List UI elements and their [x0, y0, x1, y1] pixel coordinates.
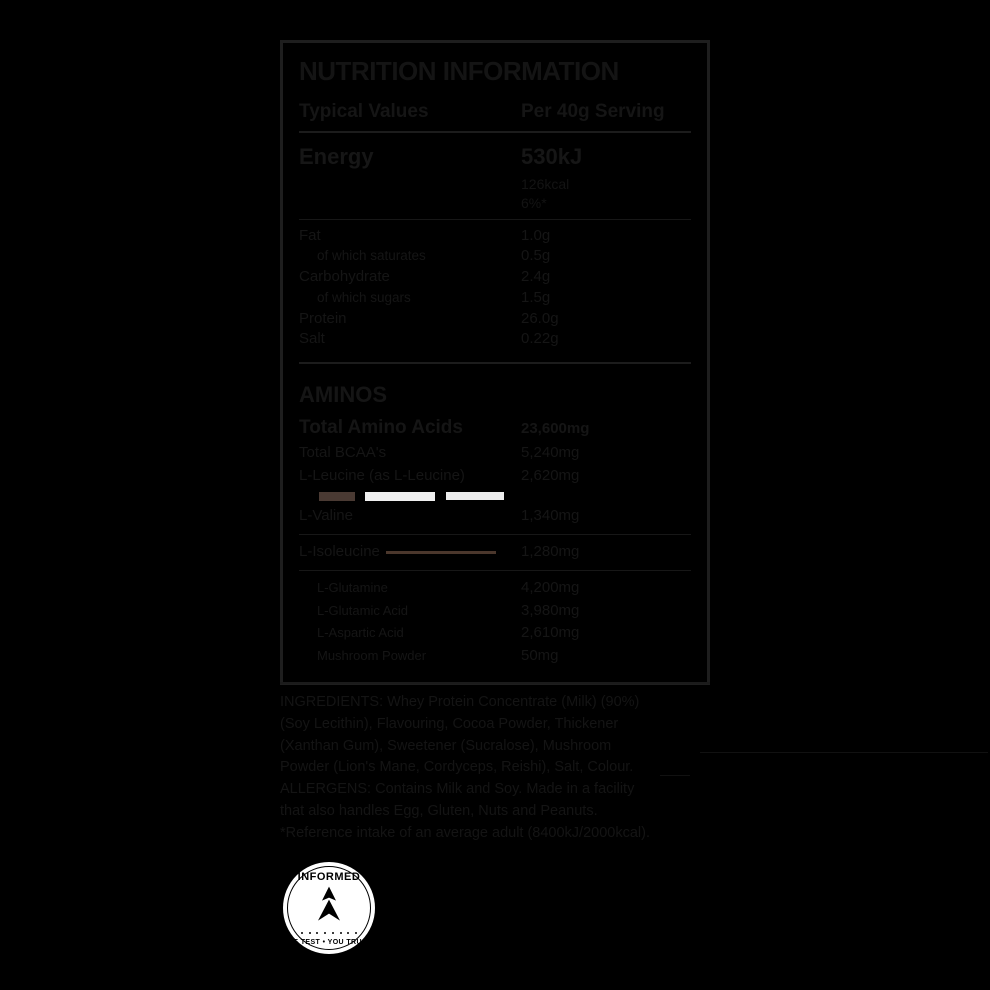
panel-title: NUTRITION INFORMATION [299, 56, 619, 86]
nutrient-value-fat: 1.0g [521, 226, 551, 244]
nutrient-label-protein: Protein [299, 309, 347, 327]
energy-sub-row-1 [299, 175, 691, 194]
energy-label: Energy [299, 144, 374, 170]
divider [299, 362, 691, 364]
amino-label-glutamine: L-Glutamine [317, 579, 388, 595]
nutrient-label-sugars: of which sugars [317, 289, 411, 305]
amino-row [299, 541, 691, 564]
divider [700, 752, 988, 753]
ingredients-block [280, 682, 710, 844]
amino-value-isoleucine: 1,280mg [521, 543, 580, 561]
nutrient-value-saturates: 0.5g [521, 247, 551, 265]
energy-dv: 6%* [521, 194, 547, 211]
allergens-line-2: that also handles Egg, Gluten, Nuts and Peanuts. [280, 802, 598, 819]
allergens-line: ALLERGENS: Contains Milk and Soy. Made in a facility [280, 781, 635, 797]
amino-label-glutamic-acid: L-Glutamic Acid [317, 602, 409, 618]
energy-value: 530kJ [521, 144, 583, 170]
amino-label-aspartic-acid: L-Aspartic Acid [317, 625, 404, 641]
nutrient-label-carbohydrate: Carbohydrate [299, 268, 390, 286]
nutrient-label-fat: Fat [299, 226, 321, 244]
nutrient-row [299, 329, 691, 350]
table-header-row [299, 100, 691, 132]
header-typical-values: Typical Values [299, 100, 429, 122]
nutrient-value-salt: 0.22g [521, 330, 559, 348]
amino-row [299, 645, 691, 672]
amino-value-glutamic-acid: 3,980mg [521, 601, 580, 619]
badge-top-label: INFORMED [297, 871, 361, 883]
nutrient-row [299, 246, 691, 267]
nutrient-label-salt: Salt [299, 330, 325, 348]
nutrient-row [299, 288, 691, 309]
amino-row [299, 577, 691, 600]
amino-row [299, 442, 691, 465]
nutrient-value-protein: 26.0g [521, 309, 559, 327]
ingredients-line: INGREDIENTS: Whey Protein Concentrate (Milk) (90%) [280, 694, 640, 710]
amino-row [299, 465, 691, 488]
divider [299, 534, 691, 535]
nutrition-panel [280, 40, 710, 685]
nutrient-row [299, 309, 691, 330]
amino-value-aspartic-acid: 2,610mg [521, 624, 580, 642]
energy-kcal: 126kcal [521, 175, 570, 192]
divider [660, 775, 690, 776]
smudge-marks [299, 487, 691, 505]
ingredients-line: (Xanthan Gum), Sweetener (Sucralose), Mushroom [280, 737, 612, 754]
informed-sport-badge [283, 862, 375, 954]
amino-row [299, 505, 691, 528]
amino-row [299, 622, 691, 645]
highlight-smudge [319, 492, 355, 501]
amino-value-total: 23,600mg [521, 420, 590, 438]
amino-value-mushroom-powder: 50mg [521, 647, 559, 665]
highlight-smudge [446, 492, 504, 500]
energy-sub-row-2 [299, 194, 691, 213]
highlight-smudge [365, 492, 435, 501]
nutrient-label-saturates: of which saturates [317, 248, 426, 264]
divider [299, 131, 691, 133]
nutrient-row [299, 267, 691, 288]
energy-row [299, 141, 691, 175]
informed-sport-logo-icon [306, 885, 352, 930]
aminos-section-title: AMINOS [299, 382, 387, 408]
badge-dots [301, 932, 357, 934]
amino-label-isoleucine: L-Isoleucine [299, 543, 521, 562]
nutrient-value-sugars: 1.5g [521, 288, 551, 306]
nutrient-value-carbohydrate: 2.4g [521, 268, 551, 286]
amino-label-valine: L-Valine [299, 507, 353, 525]
amino-value-leucine: 2,620mg [521, 466, 580, 484]
divider [299, 219, 691, 220]
amino-label-total: Total Amino Acids [299, 417, 463, 439]
highlight-smudge [386, 551, 496, 554]
amino-value-glutamine: 4,200mg [521, 578, 580, 596]
amino-row [299, 414, 691, 442]
amino-row [299, 600, 691, 623]
header-per-serving: Per 40g Serving [521, 100, 665, 122]
amino-label-mushroom-powder: Mushroom Powder [317, 648, 427, 664]
amino-label-bcaa: Total BCAA's [299, 443, 387, 461]
ingredients-line: Powder (Lion's Mane, Cordyceps, Reishi), Salt, Colour. [280, 759, 634, 776]
amino-value-valine: 1,340mg [521, 507, 580, 525]
amino-label-leucine: L-Leucine (as L-Leucine) [299, 466, 465, 484]
amino-value-bcaa: 5,240mg [521, 443, 580, 461]
badge-bottom-label: WE TEST • YOU TRUST [286, 939, 372, 946]
divider [299, 570, 691, 571]
nutrient-row [299, 226, 691, 247]
ingredients-line: (Soy Lecithin), Flavouring, Cocoa Powder, Thickener [280, 715, 619, 732]
reference-intake-line: *Reference intake of an average adult (8400kJ/2000kcal). [280, 824, 650, 841]
